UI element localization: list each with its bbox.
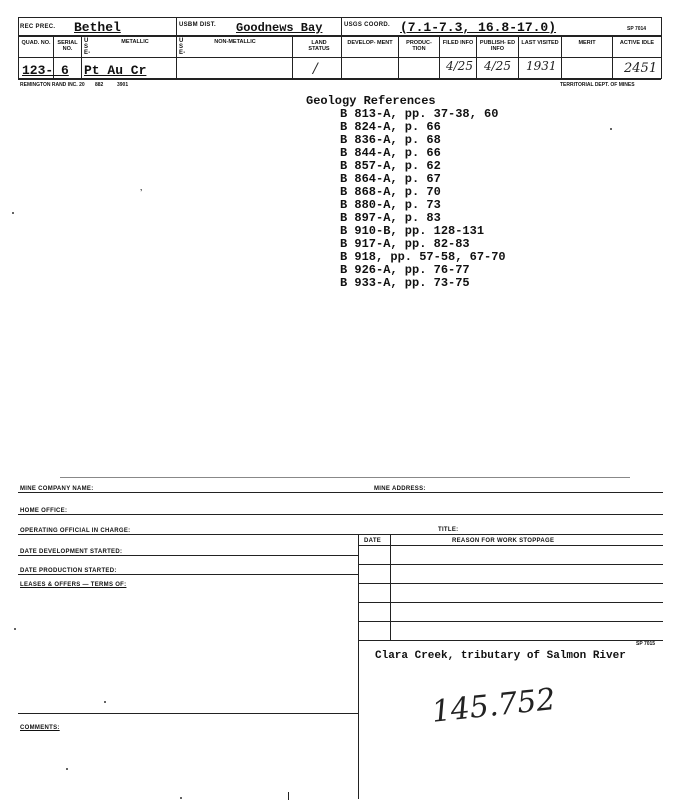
- col-serial-no: SERIAL NO.: [57, 40, 78, 52]
- reference-item: B 824-A, p. 66: [340, 120, 441, 134]
- metallic-e-prefix: E-: [84, 50, 91, 56]
- record-metallic: Pt Au Cr: [84, 63, 147, 78]
- metallic-s-prefix: S: [84, 44, 89, 50]
- stray-mark: ’: [140, 188, 143, 199]
- reference-item: B 918, pp. 57-58, 67-70: [340, 250, 506, 264]
- reference-item: B 880-A, p. 73: [340, 198, 441, 212]
- title-label: TITLE:: [438, 527, 459, 533]
- date-production-started-label: DATE PRODUCTION STARTED:: [20, 568, 117, 574]
- mine-company-name-label: MINE COMPANY NAME:: [20, 486, 94, 492]
- reference-item: B 868-A, p. 70: [340, 185, 441, 199]
- reference-item: B 933-A, pp. 73-75: [340, 276, 470, 290]
- date-development-started-label: DATE DEVELOPMENT STARTED:: [20, 549, 123, 555]
- comments-label: COMMENTS:: [20, 725, 60, 731]
- printer-code-2: 3901: [117, 82, 129, 88]
- printer-imprint: REMINGTON RAND INC. 20: [20, 82, 85, 88]
- date-column-label: DATE: [364, 538, 382, 544]
- rec-prec-value: Bethel: [74, 20, 121, 35]
- col-production: PRODUC- TION: [406, 40, 432, 52]
- col-quad-no: QUAD. NO.: [21, 40, 51, 46]
- record-filed-info: 4/25: [446, 59, 473, 73]
- rec-prec-label: REC PREC.: [20, 24, 56, 30]
- reference-item: B 813-A, pp. 37-38, 60: [340, 107, 499, 121]
- col-land-status: LAND STATUS: [308, 40, 330, 52]
- reference-item: B 897-A, p. 83: [340, 211, 441, 225]
- reference-item: B 836-A, p. 68: [340, 133, 441, 147]
- reference-item: B 857-A, p. 62: [340, 159, 441, 173]
- nonmetallic-s-prefix: S: [179, 44, 184, 50]
- record-last-visited: 1931: [526, 59, 557, 73]
- department-name: TERRITORIAL DEPT. OF MINES: [560, 82, 635, 88]
- usgs-coord-label: USGS COORD.: [344, 22, 390, 28]
- location-note: Clara Creek, tributary of Salmon River: [375, 650, 626, 662]
- record-published-info: 4/25: [484, 59, 511, 73]
- home-office-label: HOME OFFICE:: [20, 508, 68, 514]
- handwritten-number: 145.752: [430, 682, 558, 730]
- references-title: Geology References: [306, 94, 436, 108]
- col-published-info: PUBLISH- ED INFO: [479, 40, 516, 52]
- col-development: DEVELOP- MENT: [347, 40, 393, 46]
- reference-item: B 864-A, p. 67: [340, 172, 441, 186]
- record-quad-serial: 123- 6: [22, 63, 69, 78]
- metallic-u-prefix: U: [84, 38, 89, 44]
- col-filed-info: FILED INFO: [442, 40, 474, 46]
- mine-address-label: MINE ADDRESS:: [374, 486, 426, 492]
- operating-official-label: OPERATING OFFICIAL IN CHARGE:: [20, 528, 131, 534]
- usgs-coord-value: (7.1-7.3, 16.8-17.0): [400, 20, 557, 35]
- reference-item: B 844-A, p. 66: [340, 146, 441, 160]
- reason-stoppage-label: REASON FOR WORK STOPPAGE: [452, 538, 555, 544]
- nonmetallic-e-prefix: E-: [179, 50, 186, 56]
- reference-item: B 910-B, pp. 128-131: [340, 224, 485, 238]
- reference-item: B 926-A, pp. 76-77: [340, 263, 470, 277]
- record-land-status: /: [313, 61, 318, 77]
- col-active-idle: ACTIVE IDLE: [619, 40, 655, 46]
- record-active-idle: 2451: [624, 61, 658, 76]
- leases-offers-label: LEASES & OFFERS — TERMS OF:: [20, 582, 127, 588]
- printer-code-1: 882: [95, 82, 104, 88]
- col-non-metallic: NON-METALLIC: [214, 39, 256, 45]
- col-last-visited: LAST VISITED: [521, 40, 559, 46]
- usbm-dist-label: USBM DIST.: [179, 22, 217, 28]
- col-merit: MERIT: [578, 40, 596, 46]
- form-number-top: SP 7014: [627, 26, 647, 32]
- usbm-dist-value: Goodnews Bay: [236, 21, 323, 35]
- form-number-bottom: SP 7015: [636, 641, 656, 647]
- nonmetallic-u-prefix: U: [179, 38, 184, 44]
- col-metallic: METALLIC: [121, 39, 149, 45]
- reference-item: B 917-A, pp. 82-83: [340, 237, 470, 251]
